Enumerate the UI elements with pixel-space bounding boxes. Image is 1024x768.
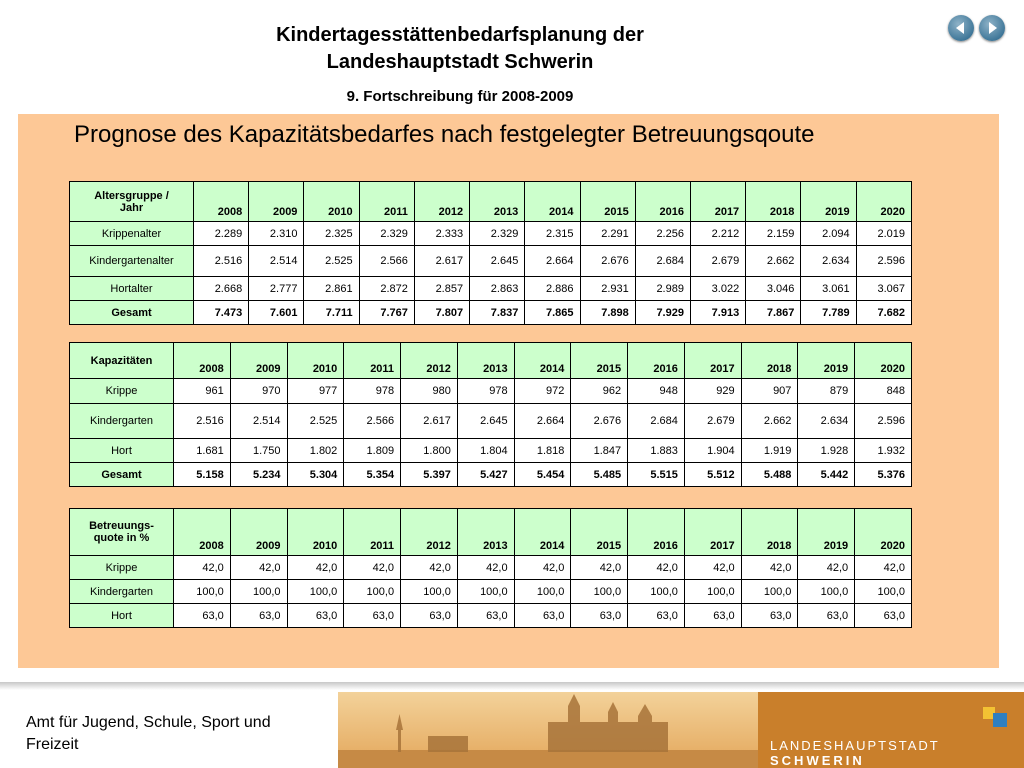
table-cell: 879 xyxy=(798,379,855,404)
table-cell: 5.512 xyxy=(684,463,741,487)
table-altersgruppe xyxy=(69,181,912,325)
header-year-2014: 2014 xyxy=(525,182,580,222)
table-cell: 7.767 xyxy=(359,301,414,325)
table-cell: 63,0 xyxy=(798,604,855,628)
table-cell: 2.514 xyxy=(230,404,287,439)
header-year-2008: 2008 xyxy=(194,182,249,222)
table-cell: 100,0 xyxy=(287,580,344,604)
table-cell: 1.800 xyxy=(401,439,458,463)
title-line-1: Kindertagesstättenbedarfsplanung der xyxy=(276,24,644,46)
header-year-2015: 2015 xyxy=(571,343,628,379)
table-cell: 63,0 xyxy=(514,604,571,628)
table-cell: 1.904 xyxy=(684,439,741,463)
table-cell: 3.067 xyxy=(856,277,911,301)
table-header-row xyxy=(70,182,912,222)
table-row xyxy=(70,379,912,404)
table-cell: 2.668 xyxy=(194,277,249,301)
table-cell: 2.634 xyxy=(801,246,856,277)
table-cell: 2.684 xyxy=(628,404,685,439)
table-cell: 100,0 xyxy=(741,580,798,604)
table-cell: 2.861 xyxy=(304,277,359,301)
table-cell: 2.645 xyxy=(457,404,514,439)
table-cell: 1.883 xyxy=(628,439,685,463)
table-cell: 5.158 xyxy=(174,463,231,487)
table-cell: 2.596 xyxy=(855,404,912,439)
table-cell: 929 xyxy=(684,379,741,404)
table-cell: 100,0 xyxy=(855,580,912,604)
table-cell: 5.454 xyxy=(514,463,571,487)
table-cell: 1.750 xyxy=(230,439,287,463)
header-cell-kapazitaeten: Kapazitäten xyxy=(70,343,174,379)
row-label: Hort xyxy=(70,439,174,463)
table-cell: 5.515 xyxy=(628,463,685,487)
table-cell: 5.397 xyxy=(401,463,458,487)
header-year-2018: 2018 xyxy=(741,509,798,556)
header-year-2017: 2017 xyxy=(690,182,745,222)
table-cell: 42,0 xyxy=(514,556,571,580)
brand-left-text: LANDESHAUPTSTADT xyxy=(770,738,940,753)
table-cell: 2.325 xyxy=(304,222,359,246)
footer-department xyxy=(26,712,271,756)
table-cell: 63,0 xyxy=(174,604,231,628)
table-cell: 2.662 xyxy=(746,246,801,277)
header-year-2013: 2013 xyxy=(457,509,514,556)
table-cell: 7.929 xyxy=(635,301,690,325)
table-cell: 907 xyxy=(741,379,798,404)
table-cell: 42,0 xyxy=(855,556,912,580)
table-cell: 63,0 xyxy=(628,604,685,628)
table-cell: 63,0 xyxy=(401,604,458,628)
table-cell: 7.711 xyxy=(304,301,359,325)
header-year-2014: 2014 xyxy=(514,509,571,556)
table-cell: 2.094 xyxy=(801,222,856,246)
table-cell: 2.291 xyxy=(580,222,635,246)
table-cell: 100,0 xyxy=(344,580,401,604)
table-cell: 1.919 xyxy=(741,439,798,463)
table-cell: 2.617 xyxy=(401,404,458,439)
row-label: Krippe xyxy=(70,379,174,404)
table-row xyxy=(70,222,912,246)
header-year-2012: 2012 xyxy=(414,182,469,222)
table-cell: 5.488 xyxy=(741,463,798,487)
table-cell: 7.865 xyxy=(525,301,580,325)
table-cell: 63,0 xyxy=(855,604,912,628)
header-year-2013: 2013 xyxy=(457,343,514,379)
table-cell: 63,0 xyxy=(230,604,287,628)
table-cell: 2.516 xyxy=(194,246,249,277)
table-cell: 63,0 xyxy=(684,604,741,628)
table-cell: 2.634 xyxy=(798,404,855,439)
header-year-2018: 2018 xyxy=(741,343,798,379)
row-label: Kindergarten xyxy=(70,404,174,439)
table-row xyxy=(70,580,912,604)
table-cell: 2.886 xyxy=(525,277,580,301)
page-title xyxy=(150,22,770,76)
table-cell: 63,0 xyxy=(287,604,344,628)
table-cell: 7.867 xyxy=(746,301,801,325)
table-row xyxy=(70,463,912,487)
table-cell: 2.679 xyxy=(690,246,745,277)
prev-button[interactable] xyxy=(948,15,974,41)
table-cell: 2.664 xyxy=(525,246,580,277)
table-cell: 100,0 xyxy=(457,580,514,604)
table-cell: 977 xyxy=(287,379,344,404)
header-year-2020: 2020 xyxy=(856,182,911,222)
table-cell: 2.514 xyxy=(249,246,304,277)
table-cell: 7.837 xyxy=(470,301,525,325)
row-label: Krippe xyxy=(70,556,174,580)
header-year-2015: 2015 xyxy=(571,509,628,556)
table-cell: 42,0 xyxy=(798,556,855,580)
table-cell: 7.807 xyxy=(414,301,469,325)
table-cell: 2.566 xyxy=(344,404,401,439)
table-cell: 2.676 xyxy=(571,404,628,439)
table-cell: 63,0 xyxy=(457,604,514,628)
header-year-2011: 2011 xyxy=(344,509,401,556)
header-year-2012: 2012 xyxy=(401,343,458,379)
table-cell: 1.847 xyxy=(571,439,628,463)
table-cell: 2.596 xyxy=(856,246,911,277)
row-label: Hort xyxy=(70,604,174,628)
title-line-2: Landeshauptstadt Schwerin xyxy=(326,51,594,73)
table-cell: 980 xyxy=(401,379,458,404)
table-cell: 42,0 xyxy=(628,556,685,580)
header-year-2009: 2009 xyxy=(230,343,287,379)
header-year-2014: 2014 xyxy=(514,343,571,379)
table-cell: 2.525 xyxy=(287,404,344,439)
header-cell-betreuungsquote xyxy=(70,509,174,556)
header-year-2009: 2009 xyxy=(230,509,287,556)
header-year-2008: 2008 xyxy=(174,343,231,379)
panel-title: Prognose des Kapazitätsbedarfes nach festgelegter Betreuungsqoute xyxy=(74,121,815,148)
row-label: Gesamt xyxy=(70,463,174,487)
header-year-2019: 2019 xyxy=(798,509,855,556)
table-cell: 5.427 xyxy=(457,463,514,487)
table-cell: 970 xyxy=(230,379,287,404)
header-year-2012: 2012 xyxy=(401,509,458,556)
header-year-2016: 2016 xyxy=(628,509,685,556)
header-line-1: Betreuungs- xyxy=(89,520,154,532)
table-cell: 978 xyxy=(457,379,514,404)
table-cell: 2.315 xyxy=(525,222,580,246)
arrow-left-icon xyxy=(948,15,974,41)
table-cell: 2.617 xyxy=(414,246,469,277)
table-cell: 42,0 xyxy=(287,556,344,580)
header-year-2017: 2017 xyxy=(684,509,741,556)
table-cell: 5.442 xyxy=(798,463,855,487)
header-year-2020: 2020 xyxy=(855,509,912,556)
table-cell: 7.789 xyxy=(801,301,856,325)
table-cell: 962 xyxy=(571,379,628,404)
row-label: Gesamt xyxy=(70,301,194,325)
table-cell: 42,0 xyxy=(230,556,287,580)
header-line-1: Altersgruppe / xyxy=(94,189,169,202)
table-cell: 5.376 xyxy=(855,463,912,487)
table-cell: 2.863 xyxy=(470,277,525,301)
table-cell: 5.234 xyxy=(230,463,287,487)
header-line-2: Jahr xyxy=(119,201,144,214)
header-year-2020: 2020 xyxy=(855,343,912,379)
table-cell: 100,0 xyxy=(514,580,571,604)
table-cell: 1.928 xyxy=(798,439,855,463)
table-cell: 100,0 xyxy=(571,580,628,604)
table-cell: 42,0 xyxy=(344,556,401,580)
footer-divider xyxy=(0,682,1024,690)
table-row xyxy=(70,301,912,325)
header-year-2015: 2015 xyxy=(580,182,635,222)
table-cell: 63,0 xyxy=(741,604,798,628)
table-cell: 3.046 xyxy=(746,277,801,301)
table-cell: 42,0 xyxy=(571,556,628,580)
table-cell: 42,0 xyxy=(457,556,514,580)
table-cell: 961 xyxy=(174,379,231,404)
table-cell: 1.804 xyxy=(457,439,514,463)
table-cell: 100,0 xyxy=(628,580,685,604)
table-cell: 2.525 xyxy=(304,246,359,277)
table-cell: 3.022 xyxy=(690,277,745,301)
table-cell: 2.566 xyxy=(359,246,414,277)
table-cell: 100,0 xyxy=(401,580,458,604)
row-label: Kindergarten xyxy=(70,580,174,604)
table-betreuungsquote xyxy=(69,508,912,628)
table-cell: 1.681 xyxy=(174,439,231,463)
row-label: Hortalter xyxy=(70,277,194,301)
header-year-2010: 2010 xyxy=(287,509,344,556)
table-cell: 7.913 xyxy=(690,301,745,325)
table-cell: 2.289 xyxy=(194,222,249,246)
table-row xyxy=(70,277,912,301)
table-cell: 2.684 xyxy=(635,246,690,277)
table-cell: 2.857 xyxy=(414,277,469,301)
table-cell: 848 xyxy=(855,379,912,404)
table-cell: 2.777 xyxy=(249,277,304,301)
table-header-row xyxy=(70,343,912,379)
header-year-2011: 2011 xyxy=(344,343,401,379)
table-kapazitaeten xyxy=(69,342,912,487)
header-year-2018: 2018 xyxy=(746,182,801,222)
castle-photo xyxy=(338,692,758,768)
row-label: Krippenalter xyxy=(70,222,194,246)
row-label: Kindergartenalter xyxy=(70,246,194,277)
table-cell: 42,0 xyxy=(684,556,741,580)
table-cell: 100,0 xyxy=(798,580,855,604)
header-year-2011: 2011 xyxy=(359,182,414,222)
table-cell: 2.329 xyxy=(470,222,525,246)
table-row xyxy=(70,604,912,628)
header-year-2010: 2010 xyxy=(287,343,344,379)
table-cell: 7.898 xyxy=(580,301,635,325)
department-line-2: Freizeit xyxy=(26,736,79,753)
page-subtitle: 9. Fortschreibung für 2008-2009 xyxy=(346,88,574,105)
table-cell: 948 xyxy=(628,379,685,404)
table-cell: 1.932 xyxy=(855,439,912,463)
table-cell: 2.019 xyxy=(856,222,911,246)
table-cell: 972 xyxy=(514,379,571,404)
brand-right-text: SCHWERIN xyxy=(770,753,865,768)
header-year-2008: 2008 xyxy=(174,509,231,556)
table-header-row xyxy=(70,509,912,556)
table-cell: 2.256 xyxy=(635,222,690,246)
table-cell: 5.485 xyxy=(571,463,628,487)
table-row xyxy=(70,246,912,277)
table-cell: 7.682 xyxy=(856,301,911,325)
header-cell-altersgruppe xyxy=(70,182,194,222)
table-cell: 2.159 xyxy=(746,222,801,246)
header-year-2016: 2016 xyxy=(635,182,690,222)
table-row xyxy=(70,439,912,463)
table-cell: 1.809 xyxy=(344,439,401,463)
table-row xyxy=(70,404,912,439)
table-cell: 2.662 xyxy=(741,404,798,439)
table-cell: 2.676 xyxy=(580,246,635,277)
table-cell: 2.645 xyxy=(470,246,525,277)
header-year-2017: 2017 xyxy=(684,343,741,379)
table-cell: 2.931 xyxy=(580,277,635,301)
table-cell: 42,0 xyxy=(174,556,231,580)
table-cell: 1.818 xyxy=(514,439,571,463)
table-cell: 978 xyxy=(344,379,401,404)
header-year-2016: 2016 xyxy=(628,343,685,379)
table-cell: 1.802 xyxy=(287,439,344,463)
next-button[interactable] xyxy=(979,15,1005,41)
table-cell: 2.664 xyxy=(514,404,571,439)
table-cell: 2.212 xyxy=(690,222,745,246)
table-cell: 100,0 xyxy=(684,580,741,604)
header-year-2019: 2019 xyxy=(798,343,855,379)
table-cell: 5.304 xyxy=(287,463,344,487)
table-cell: 2.310 xyxy=(249,222,304,246)
table-cell: 100,0 xyxy=(230,580,287,604)
table-cell: 2.333 xyxy=(414,222,469,246)
table-cell: 2.516 xyxy=(174,404,231,439)
table-cell: 63,0 xyxy=(571,604,628,628)
table-cell: 3.061 xyxy=(801,277,856,301)
table-cell: 7.473 xyxy=(194,301,249,325)
table-cell: 100,0 xyxy=(174,580,231,604)
city-logo-icon xyxy=(981,705,1011,735)
table-cell: 5.354 xyxy=(344,463,401,487)
header-year-2019: 2019 xyxy=(801,182,856,222)
header-line-2: quote in % xyxy=(93,532,150,544)
table-cell: 2.989 xyxy=(635,277,690,301)
arrow-right-icon xyxy=(979,15,1005,41)
table-cell: 2.872 xyxy=(359,277,414,301)
city-brand-text xyxy=(770,738,1024,768)
header-year-2013: 2013 xyxy=(470,182,525,222)
table-cell: 2.329 xyxy=(359,222,414,246)
department-line-1: Amt für Jugend, Schule, Sport und xyxy=(26,714,271,731)
header-year-2009: 2009 xyxy=(249,182,304,222)
table-cell: 7.601 xyxy=(249,301,304,325)
table-cell: 42,0 xyxy=(741,556,798,580)
table-cell: 63,0 xyxy=(344,604,401,628)
header-year-2010: 2010 xyxy=(304,182,359,222)
table-row xyxy=(70,556,912,580)
table-cell: 2.679 xyxy=(684,404,741,439)
table-cell: 42,0 xyxy=(401,556,458,580)
